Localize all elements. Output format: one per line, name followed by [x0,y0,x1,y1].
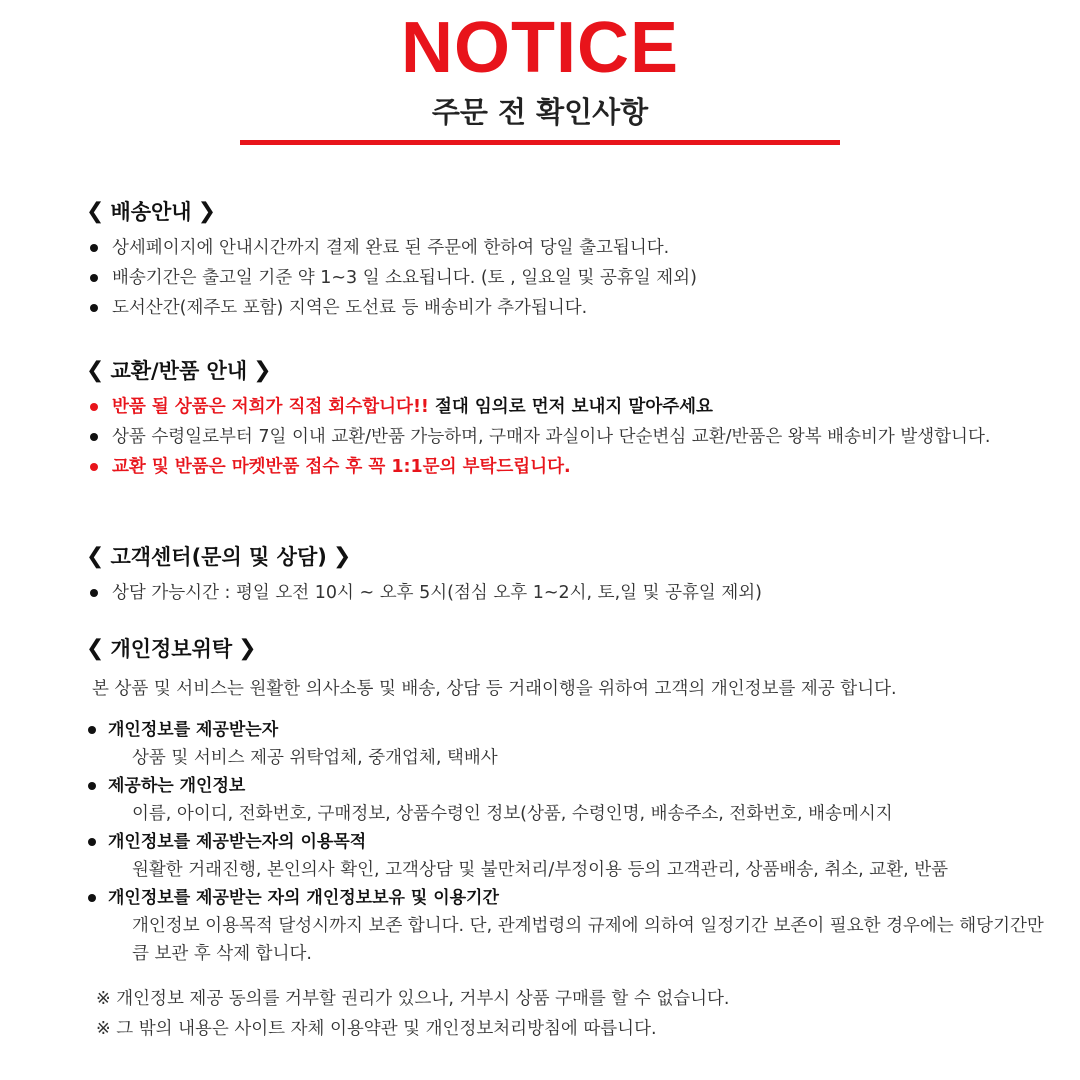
privacy-item-title: 개인정보를 제공받는자 [86,716,1046,744]
privacy-refusal-note: ※ 개인정보 제공 동의를 거부할 권리가 있으나, 거부시 상품 구매를 할 수 없습니다. [96,989,730,1009]
privacy-heading-label: 개인정보위탁 [110,637,233,661]
page-subtitle: 주문 전 확인사항 [431,95,649,129]
title-divider [240,140,840,145]
left-angle-icon: ❮ [86,544,105,569]
list-item [86,392,1046,422]
list-item: 교환 및 반품은 마켓반품 접수 후 꼭 1:1문의 부탁드립니다. [86,452,1046,482]
right-angle-icon: ❯ [253,358,272,383]
privacy-item-title: 제공하는 개인정보 [86,772,1046,800]
list-item [86,772,1046,828]
returns-section [86,354,1046,482]
right-angle-icon: ❯ [197,199,217,224]
shipping-list [86,233,1046,323]
list-item: 상담 가능시간 : 평일 오전 10시 ~ 오후 5시(점심 오후 1~2시, 토,일 및 공휴일 제외) [86,578,1046,608]
privacy-item-desc: 이름, 아이디, 전화번호, 구매정보, 상품수령인 정보(상품, 수령인명, 배송주소, 전화번호, 배송메시지 [132,804,893,824]
privacy-section [86,632,1046,968]
returns-list [86,392,1046,482]
list-item: 배송기간은 출고일 기준 약 1~3 일 소요됩니다. (토 , 일요일 및 공휴일 제외) [86,263,1046,293]
shipping-heading-label: 배송안내 [110,200,192,224]
privacy-list [86,716,1046,968]
return-pickup-notice: 반품 될 상품은 저희가 직접 회수합니다!! [112,397,429,417]
return-warning: 절대 임의로 먼저 보내지 말아주세요 [428,397,713,417]
list-item [86,884,1046,968]
left-angle-icon: ❮ [86,199,105,224]
privacy-item-title: 개인정보를 제공받는자의 이용목적 [86,828,1046,856]
privacy-item-desc: 원활한 거래진행, 본인의사 확인, 고객상담 및 불만처리/부정이용 등의 고객관리, 상품배송, 취소, 교환, 반품 [132,860,949,880]
terms-note: ※ 그 밖의 내용은 사이트 자체 이용약관 및 개인정보처리방침에 따릅니다. [96,1019,657,1039]
support-heading-label: 고객센터(문의 및 상담) [110,545,327,569]
privacy-item-desc: 상품 및 서비스 제공 위탁업체, 중개업체, 택배사 [132,748,498,768]
support-section [86,540,1046,608]
list-item: 도서산간(제주도 포함) 지역은 도선료 등 배송비가 추가됩니다. [86,293,1046,323]
privacy-item-desc: 개인정보 이용목적 달성시까지 보존 합니다. 단, 관계법령의 규제에 의하여 일정기간 보존이 필요한 경우에는 해당기간만큼 보관 후 삭제 합니다. [132,916,1044,964]
right-angle-icon: ❯ [238,636,257,661]
left-angle-icon: ❮ [86,636,105,661]
right-angle-icon: ❯ [332,544,352,569]
returns-heading [86,354,1046,388]
support-heading [86,540,1046,574]
notice-title: NOTICE [400,8,679,88]
shipping-heading [86,195,1046,229]
list-item: 상세페이지에 안내시간까지 결제 완료 된 주문에 한하여 당일 출고됩니다. [86,233,1046,263]
support-list [86,578,1046,608]
list-item [86,716,1046,772]
returns-heading-label: 교환/반품 안내 [110,359,248,383]
list-item [86,828,1046,884]
list-item: 상품 수령일로부터 7일 이내 교환/반품 가능하며, 구매자 과실이나 단순변심 교환/반품은 왕복 배송비가 발생합니다. [86,422,1046,452]
footer-notes [96,984,1056,1044]
privacy-intro: 본 상품 및 서비스는 원활한 의사소통 및 배송, 상담 등 거래이행을 위하여 고객의 개인정보를 제공 합니다. [92,679,897,699]
privacy-item-title: 개인정보를 제공받는 자의 개인정보보유 및 이용기간 [86,884,1046,912]
shipping-section [86,195,1046,323]
privacy-heading [86,632,1046,666]
left-angle-icon: ❮ [86,358,105,383]
